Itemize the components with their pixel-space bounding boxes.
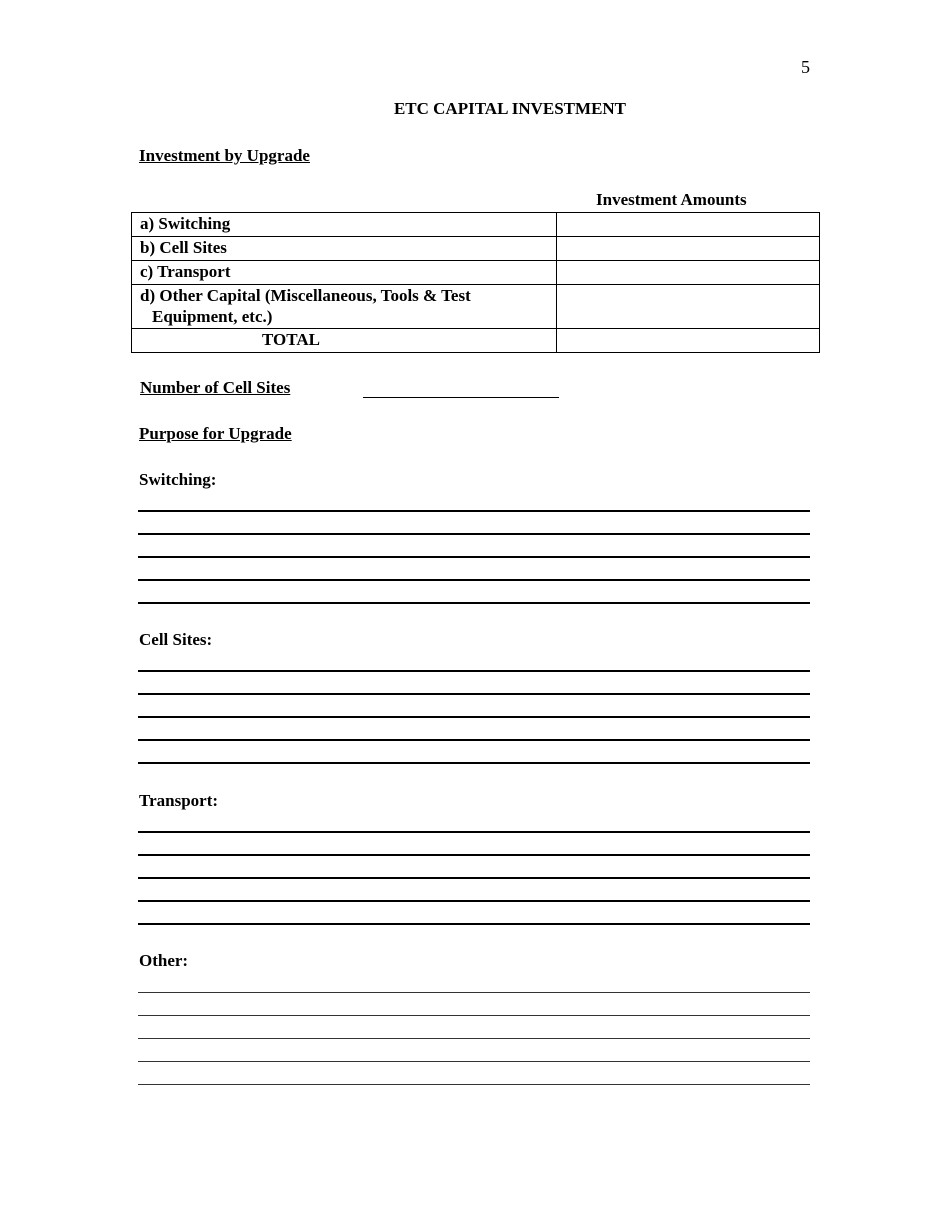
cell-sites-count-label: Number of Cell Sites (140, 378, 291, 397)
table-row (132, 285, 820, 329)
investment-amounts-header: Investment Amounts (596, 190, 747, 209)
purpose-cell-sites-line[interactable] (138, 762, 810, 764)
amount-total[interactable] (557, 329, 820, 353)
purpose-cell-sites-line[interactable] (138, 693, 810, 695)
purpose-transport-line[interactable] (138, 831, 810, 833)
purpose-cell-sites-label: Cell Sites: (139, 630, 213, 649)
purpose-switching-line[interactable] (138, 556, 810, 558)
purpose-transport-line[interactable] (138, 923, 810, 925)
row-label-other-capital: d) Other Capital (Miscellaneous, Tools & Test Equipment, etc.) (132, 285, 557, 329)
purpose-heading: Purpose for Upgrade (139, 424, 292, 443)
purpose-cell-sites-line[interactable] (138, 739, 810, 741)
purpose-other-line[interactable] (138, 1015, 810, 1016)
amount-transport[interactable] (557, 261, 820, 285)
amount-switching[interactable] (557, 213, 820, 237)
amount-cell-sites[interactable] (557, 237, 820, 261)
row-label-cell-sites: b) Cell Sites (132, 237, 557, 261)
row-label-switching: a) Switching (132, 213, 557, 237)
purpose-cell-sites-line[interactable] (138, 716, 810, 718)
total-label: TOTAL (132, 329, 557, 353)
purpose-transport-line[interactable] (138, 854, 810, 856)
purpose-other-label: Other: (139, 951, 189, 970)
purpose-transport-line[interactable] (138, 877, 810, 879)
purpose-switching-line[interactable] (138, 533, 810, 535)
purpose-other-line[interactable] (138, 992, 810, 993)
amount-other-capital[interactable] (557, 285, 820, 329)
investment-heading: Investment by Upgrade (139, 146, 310, 165)
purpose-other-line[interactable] (138, 1084, 810, 1085)
purpose-cell-sites-line[interactable] (138, 670, 810, 672)
page-number: 5 (801, 57, 810, 77)
purpose-transport-line[interactable] (138, 900, 810, 902)
purpose-switching-line[interactable] (138, 510, 810, 512)
table-row (132, 261, 820, 285)
investment-table (131, 212, 820, 353)
table-row (132, 237, 820, 261)
cell-sites-count-field[interactable] (363, 397, 559, 398)
purpose-switching-line[interactable] (138, 602, 810, 604)
table-row (132, 213, 820, 237)
table-row (132, 329, 820, 353)
purpose-switching-line[interactable] (138, 579, 810, 581)
row-label-transport: c) Transport (132, 261, 557, 285)
purpose-switching-label: Switching: (139, 470, 217, 489)
purpose-transport-label: Transport: (139, 791, 219, 810)
page-title: ETC CAPITAL INVESTMENT (393, 99, 627, 118)
purpose-other-line[interactable] (138, 1038, 810, 1039)
purpose-other-line[interactable] (138, 1061, 810, 1062)
